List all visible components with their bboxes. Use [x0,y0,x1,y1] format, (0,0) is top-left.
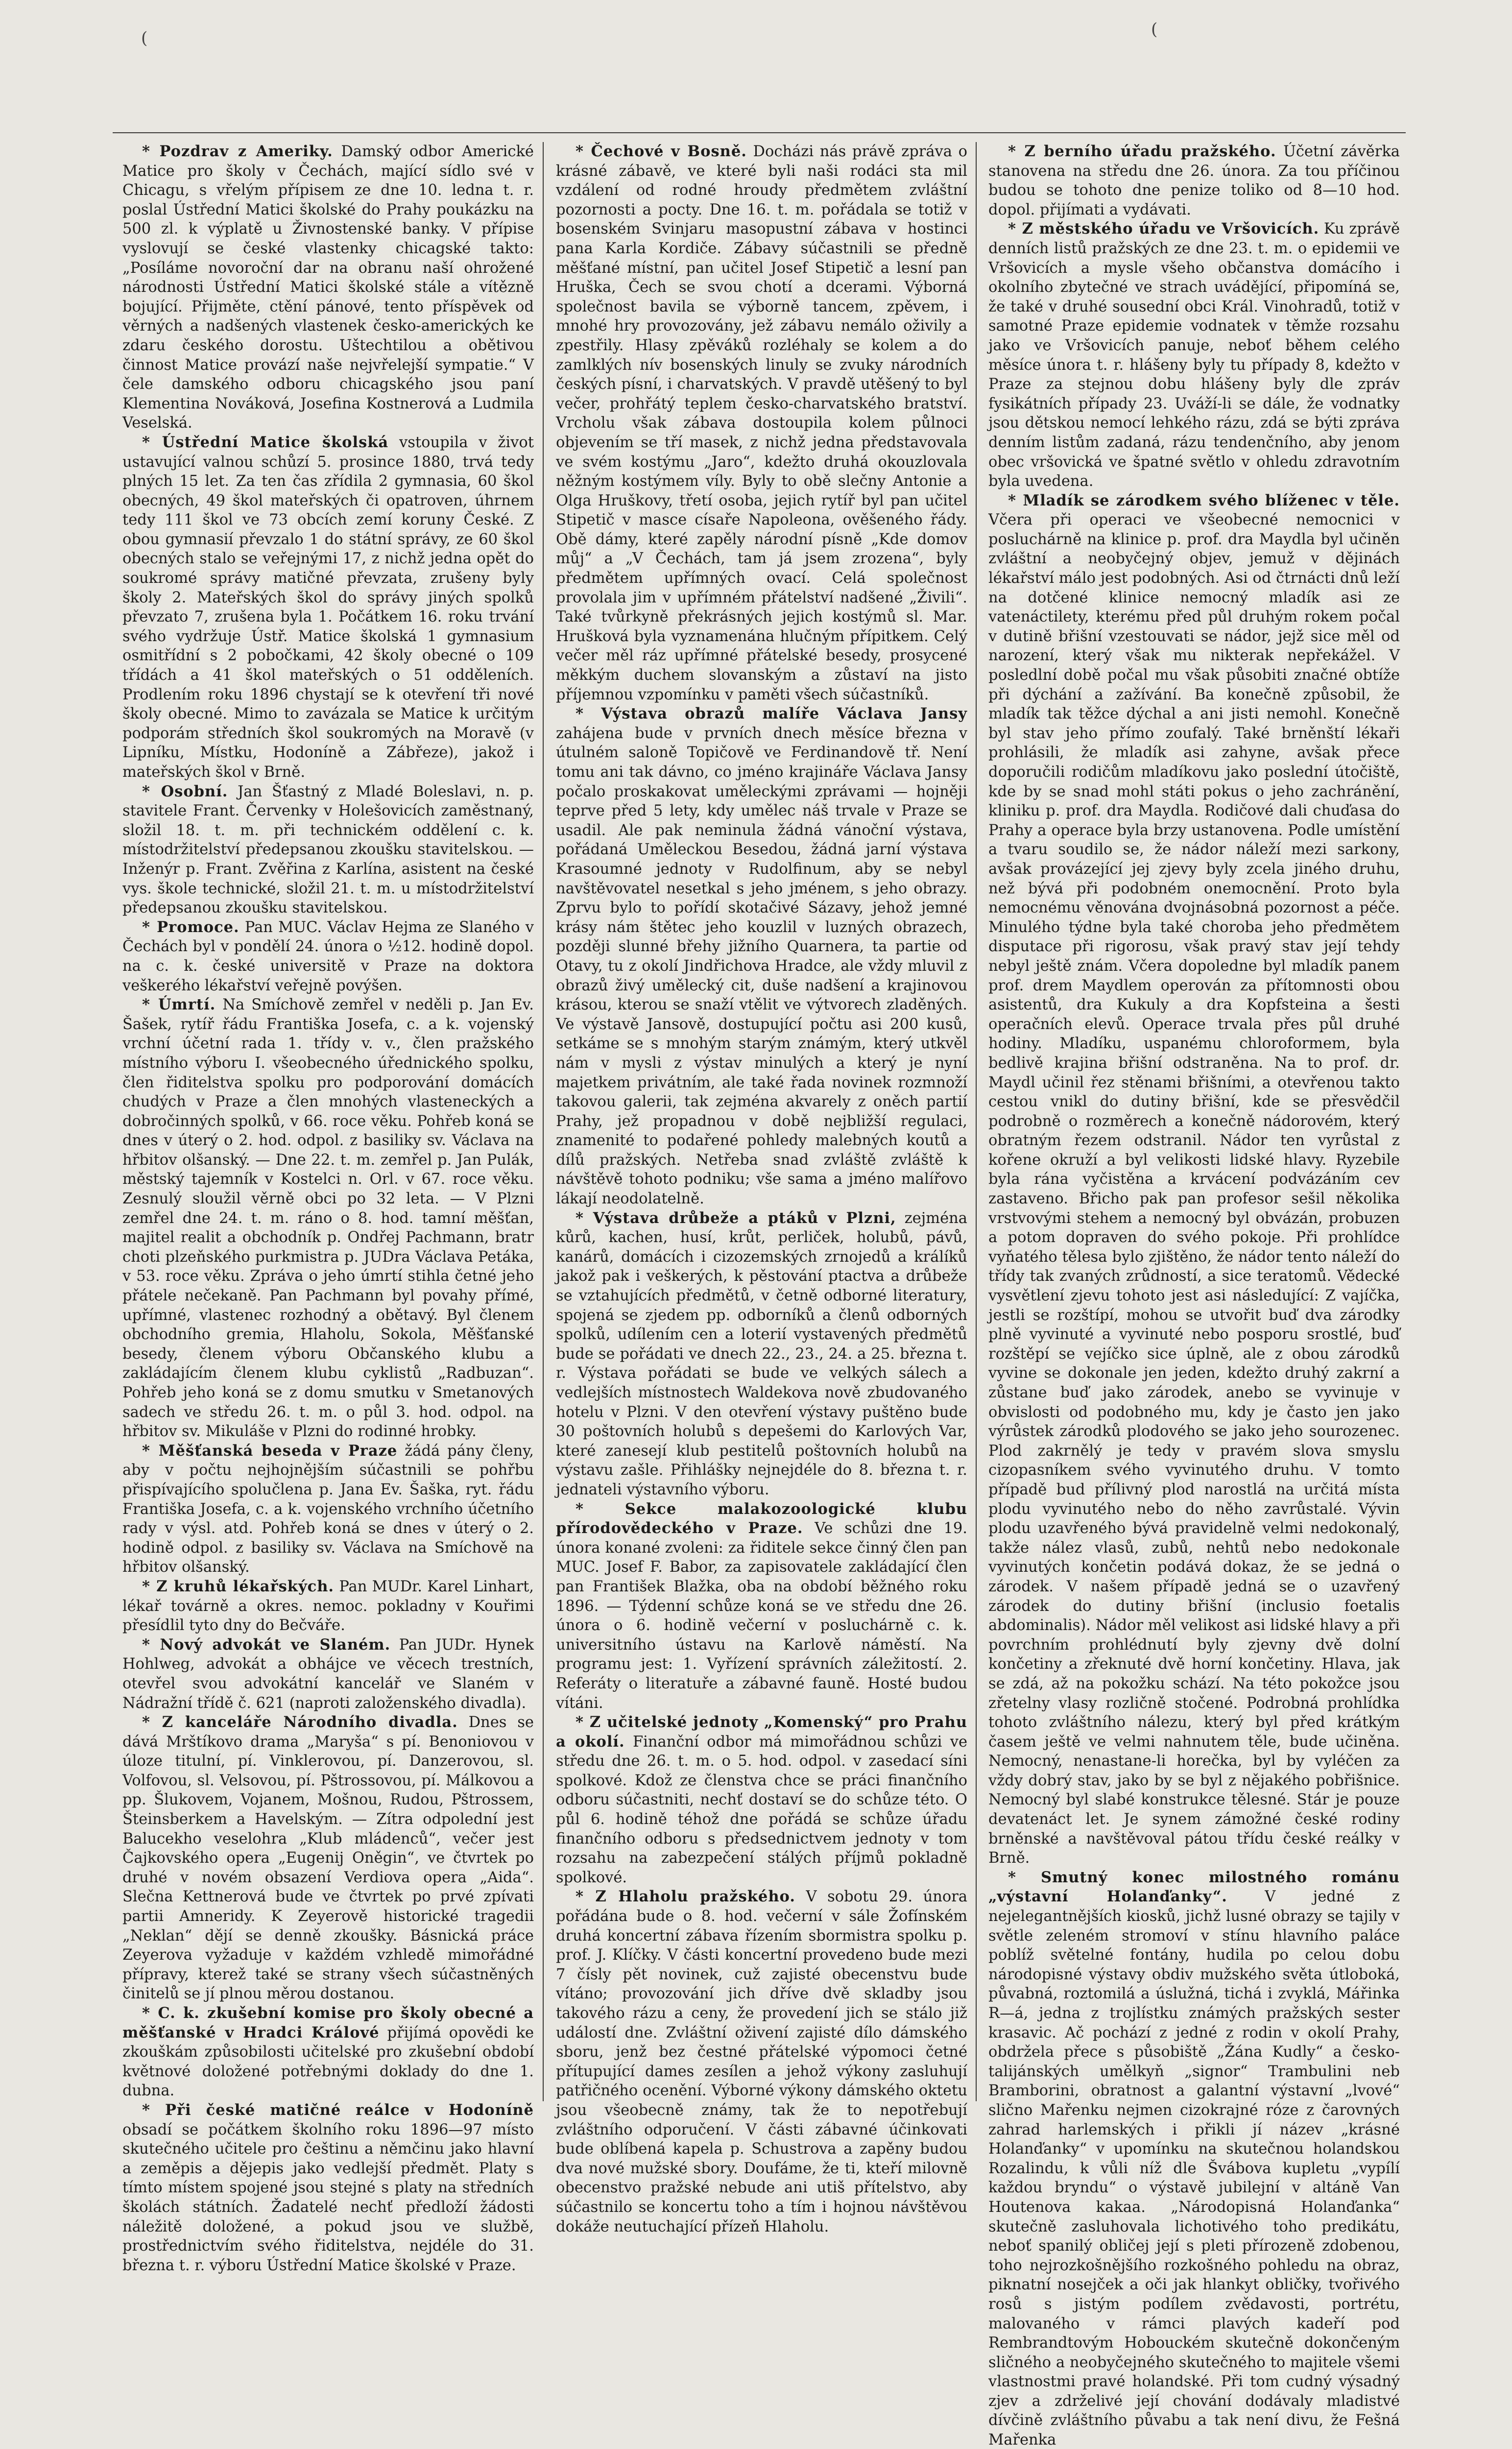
article-text: Docházi nás právě zpráva o krásné zábavě, ve které byli naši rodáci sta mil vzdálení od rodné hroudy předmětem zvláštní pozornosti a pocty. Dne 16. t. m. pořádala se totiž v bosenském Svinjaru masopustní zábava v hostinci pana Karla Kordiče. Zábavy súčastnili se předně měšťané místní, pan učitel Josef Stipetič a lesní pan Hruška, Čech se svou chotí a dcerami. Výborná společnost bavila se výborně tancem, zpěvem, i mnohé hry provozovány, jež zábavu nemálo oživily a zpestřily. Hlasy zpěváků rozléhaly se kolem a do zamlklých nív bosenských linuly se zvuky národních českých písní, i charvatských. V pravdě utěšený to byl večer, prohřátý teplem česko-charvatského bratství. Vrcholu však zábava dostoupila kolem půlnoci objevením se tří masek, z nichž jedna představovala ve svém kostýmu „Jaro“, kdežto druhá okouzlovala něžným kostýmem víly. Byly to obě slečny Antonie a Olga Hruškovy, třetí osoba, jejich rytíř byl pan učitel Stipetič v masce císaře Napoleona, ověšeného řády. Obě dámy, které zapěly národní písně „Kde domov můj“ a „V Čechách, tam já jsem zrozena“, byly předmětem upřímných ovací. Celá společnost provolala jim v upřímném přátelství nadšené „Živili“. Také tvůrkyně překrásných jejich kostýmů sl. Mar. Hrušková byla vyznamenána hlučným přípitkem. Celý večer měl ráz upřímné přátelské besedy, prosycené měkkým duchem slovanským a zůstaví na jisto příjemnou vzpomínku v paměti všech súčastníků. [556,143,967,703]
article-paragraph [122,1635,534,1713]
article-heading: * Výstava obrazů malíře Václava Jansy [576,705,967,723]
article-text: Ku zprávě denních listů pražských ze dne 23. t. m. o epidemii ve Vršovicích a mysle všeho občanstva domácího i okolního zbytečné ve strach uvádějící, připomíná se, že také v druhé sousední obci Král. Vinohradů, totiž v samotné Praze epidemie vodnatek v těmže rozsahu jako ve Vršovicích panuje, neboť během celého měsíce února t. r. hlášeny byly tu případy 8, kdežto v Praze za stejnou dobu hlášeny byly dle zpráv fysikátních případy 23. Uváží-li se dále, že vodnatky jsou dětskou nemocí lehkého rázu, zdá se býti zpráva denním listům zadaná, rázu tendenčního, aby jenom obec vršovická ve špatné světlo v ohledu zdravotním byla uvedena. [988,220,1400,490]
article-paragraph [556,1209,967,1500]
article-paragraph [122,782,534,918]
article-paragraph [122,2101,534,2275]
article-paragraph [122,918,534,995]
article-paragraph [988,1868,1400,2449]
article-paragraph [122,142,534,433]
article-paragraph [122,995,534,1441]
article-text: Dnes se dává Mrštíkovo drama „Maryša“ s pí. Benoniovou v úloze titulní, pí. Vinklerovou, pí. Danzerovou, sl. Volfovou, sl. Velsovou, pí. Pštrossovou, pí. Málkovou a pp. Šlukovem, Vojanem, Mošnou, Rudou, Pštrossem, Šteinsberkem a Havelským. — Zítra odpolední jest Balucekho veselohra „Klub mládenců“, večer jest Čajkovského opera „Eugenij Oněgin“, ve čtvrtek po druhé v novém obsazení Verdiova opera „Aida“. Slečna Kettnerová bude ve čtvrtek po prvé zpívati partii Amneridy. K Zeyerově historické tragedii „Neklan“ dějí se denně zkoušky. Básnická práce Zeyerova vyžaduje v každém vzhledě mimořádné přípravy, kterež také se strany všech súčastněných činitelů se jí plnou měrou dostanou. [122,1714,534,2003]
margin-mark-mid: ( [1151,20,1158,39]
article-heading: * Mladík se zárodkem svého blíženec v těle. [1008,491,1400,509]
article-paragraph [122,1441,534,1577]
article-heading: * Z kanceláře Národního divadla. [142,1713,458,1731]
article-paragraph [122,1577,534,1635]
article-heading: * Nový advokát ve Slaném. [142,1635,391,1654]
article-paragraph [556,1500,967,1713]
article-heading: * Promoce. [142,918,240,936]
article-heading: * Výstava drůbeže a ptáků v Plzni, [576,1209,896,1227]
article-text: zejména kůrů, kachen, husí, krůt, perliček, holubů, pávů, kanárů, domácích i cizozemských zrnojedů a králíků jakož pak i veškerých, k pěstování ptactva a drůbeže se vztahujících předmětů, v četně odborné literatury, spojená se zjedem pp. odborníků a členů odborných spolků, udílením cen a loterií vystavených předmětů bude se pořádati ve dnech 22., 23., 24. a 25. března t. r. Výstava pořádati se bude ve velkých sálech a vedlejších místnostech Waldekova nově zbudovaného hotelu v Plzni. V den otevření výstavy puštěno bude 30 poštovních holubů s depešemi do Karlových Var, které zanesejí klub pestitelů poštovních holubů na výstavu zašle. Přihlášky nejnejdéle do 8. března t. r. jednateli výstavního výboru. [556,1209,967,1498]
article-heading: * Z kruhů lékařských. [142,1577,335,1595]
margin-mark-left: ( [141,28,148,48]
article-paragraph [988,219,1400,491]
column-2 [556,142,968,2235]
article-heading: * C. k. zkušební komise pro školy obecné a měšťanské v Hradci Králové [122,2004,534,2041]
article-text: Účetní závěrka stanovena na středu dne 26. února. Za tou příčinou budou se tohoto dne penize toliko od 8—10 hod. dopol. přijímati a vydávati. [988,143,1400,218]
top-border-line [113,132,1406,133]
article-paragraph [122,1713,534,2004]
article-text: Damský odbor Americké Matice pro školy v Čechách, mající sídlo své v Chicagu, s vřelým přípisem ze dne 10. ledna t. r. poslal Ústřední Matici školské do Prahy poukázku na 500 zl. k výplatě u Živnostenské banky. V přípise vyslovují se české vlastenky chicagské takto: „Posíláme novoroční dar na obranu naší ohrožené národnosti Ústřední Matici školské stále a vítězně bojující. Přijměte, ctění pánové, tento příspěvek od věrných a nadšených vlastenek česko-amerických ke zdaru českého dorostu. Uštechtilou a obětivou činnost Matice provází naše nejvřelejší sympatie.“ V čele damského odboru chicagského jsou paní Klementina Nováková, Josefina Kostnerová a Ludmila Veselská. [122,143,534,432]
article-heading: * Pozdrav z Ameriky. [142,143,333,160]
column-1 [122,142,534,2274]
article-text: V sobotu 29. února pořádána bude o 8. hod. večerní v sále Žofínském druhá koncertní zábava řízením sbormistra spolku p. prof. J. Klíčky. V části koncertní provedeno bude mezi 7 čísly pět novinek, cuž zajisté obecenstvu bude vítáno; provozování jich dříve dvě skladby jsou takového rázu a ceny, že provedení jich se stálo již událostí dne. Zvláštní oživení zajisté dílo dámského sboru, jenž bez čestné přátelské výpomoci četné přítupující dames zesílen a jehož výkony zasluhují patřičného ocenění. Výborné výkony dámského oktetu jsou všeobecně známy, tak že to nepotřebují zvláštního odporučení. V části zábavné účinkovati bude oblíbená kapela p. Schustrova a zapěny budou dva nové mužské sbory. Doufáme, že ti, kteří milovně obecenstvo pražské nebude ani utiš přítelstvo, aby súčastnilo se koncertu toho a tím i hojnou návštěvou dokáže neutuchající přízeň Hlaholu. [556,1888,967,2235]
newspaper-page [122,142,1400,2449]
article-text: Pan JUDr. Hynek Hohlweg, advokát a obhájce ve věcech trestních, otevřel svou advokátní kancelář ve Slaném v Nádražní třídě č. 621 (naproti založenského divadla). [122,1636,534,1712]
article-heading: * Ústřední Matice školská [142,433,389,451]
article-text: Ve schůzi dne 19. února konané zvoleni: za řiditele sekce činný člen pan MUC. Josef F. Babor, za zapisovatele zakládající člen pan František Blažka, oba na období běžného roku 1896. — Týdenní schůze koná se ve středu dne 26. února o 6. hodině večerní v posluchárně c. k. universitního ústavu na Karlově náměstí. Na programu jest: 1. Vyřízení správních záležitostí. 2. Referáty o literatuře a zábavné fauně. Hosté budou vítáni. [556,1520,968,1712]
article-heading: * Z berního úřadu pražského. [1008,143,1276,160]
article-text: Jan Šťastný z Mladé Boleslavi, n. p. stavitele Frant. Červenky v Holešovicích zaměstnaný, složil 18. t. m. při technickém oddělení c. k. místodržitelství předepsanou zkoušku stavitelskou. — Inženýr p. Frant. Zvěřina z Karlína, asistent na české vys. škole technické, složil 21. t. m. u místodržitelství předepsanou zkoušku stavitelskou. [122,783,534,917]
article-heading: * Z městského úřadu ve Vršovicích. [1008,220,1320,238]
article-heading: * Osobní. [142,782,228,800]
article-paragraph [556,704,967,1208]
article-heading: * Z učitelské jednoty „Komenský“ pro Prahu a okolí. [556,1713,967,1751]
article-paragraph [556,142,967,704]
article-text: zahájena bude v prvních dnech měsíce března v útulném saloně Topičově ve Ferdinandově tř. Není tomu ani tak dávno, co jméno krajináře Václava Jansy počalo proskakovat uměleckými zprávami — hojněji teprve před 5 lety, kdy umělec náš trvale v Praze se usadil. Ale pak neminula žádná vánoční výstava, pořádaná Uměleckou Besedou, žádná jarní výstava Krasoumné jednoty v Rudolfinum, aby se nebyl navštěvovatel nesetkal s jeho jménem, s jeho obrazy. Zprvu bylo to pořídí skotačivé Sázavy, jehož jemné krásy nám štětec jeho kouzlil v luzných obrazech, později slunné břehy jižního Quarnera, ta partie od Otavy, tu z okolí Jindřichova Hradce, ale vždy mluvil z obrazů živý umělecký cit, duše nadšení a krajinovou krásou, kterou se snaží vtělit ve výtvorech zladěných. Ve výstavě Jansově, dostupující počtu asi 200 kusů, setkáme se s mnohým starým známým, který utkvěl nám v mysli z výstav minulých a který je nyní majetkem privátním, ale také řada novinek rozmnoží takovou galerii, tak zejména akvarely z oněch partií Prahy, jež propadnou v době nejbližší regulaci, znamenité to podařené pohledy malebných koutů a dílů pražských. Netřeba snad zvláště zvláště k návštěvě tohoto podniku; vše sama a jméno malířovo lákají neodolatelně. [556,724,967,1208]
column-3 [988,142,1400,2449]
article-heading: * Smutný konec milostného románu „výstavní Holanďanky“. [988,1868,1400,1906]
article-heading: * Sekce malakozoologické klubu přírodovědeckého v Praze. [556,1500,967,1537]
article-paragraph [988,142,1400,219]
article-heading: * Úmrtí. [142,996,216,1014]
article-paragraph [122,2004,534,2101]
article-paragraph [122,433,534,782]
article-text: Na Smíchově zemřel v neděli p. Jan Ev. Šašek, rytíř řádu Františka Josefa, c. a k. vojenský vrchní účetní rada 1. třídy v. v., člen pražského místního výboru I. všeobecného úřednického spolku, člen řiditelstva spolku pro podporování domácích chudých v Praze a člen mnohých vlasteneckých a dobročinných spolků, v 66. roce věku. Pohřeb koná se dnes v úterý o 2. hod. odpol. z basiliky sv. Václava na hřbitov olšanský. — Dne 22. t. m. zemřel p. Jan Pulák, městský tajemník v Kostelci n. Orl. v 67. roce věku. Zesnulý sloužil věrně obci po 32 leta. — V Plzni zemřel dne 24. t. m. ráno o 8. hod. tamní měšťan, majitel realit a obchodník p. Ondřej Pachmann, bratr choti plzeňského purkmistra p. JUDra Václava Petáka, v 53. roce věku. Zpráva o jeho úmrtí stihla četné jeho přátele nečekaně. Pan Pachmann byl povahy přímé, upřímné, vlastenec rozhodný a obětavý. Byl členem obchodního gremia, Hlaholu, Sokola, Měšťanské besedy, členem výboru Občanského klubu a zakládajícím členem klubu cyklistů „Radbuzan“. Pohřeb jeho koná se z domu smutku v Smetanových sadech ve středu 26. t. m. o půl 3. hod. odpol. na hřbitov sv. Mikuláše v Plzni do rodinné hrobky. [122,996,534,1441]
article-paragraph [556,1887,967,2236]
article-heading: * Z Hlaholu pražského. [576,1888,795,1906]
article-text: Včera při operaci ve všeobecné nemocnici v posluchárně na klinice p. prof. dra Maydla byl učiněn zvláštní a neobyčejný objev, jemuž v dějinách lékařství málo jest podobných. Asi od čtrnácti dnů leží na dotčené klinice nemocný mladík asi ze vatenáctilety, kterému před půl druhým rokem počal v dutině břišní vzestouvati se nádor, jejž sice měl od narození, který však mu nikterak nepřekážel. V posledlní době počal mu však působiti značné obtíže při dýchání a zažívání. Ba konečně způsobil, že mladík tak těžce dýchal a ani jisti nemohl. Konečně byl stav jeho přímo zoufalý. Také brněnští lékaři prohlásili, že mladík asi zahyne, avšak přece doporučili rodičům mladíkovu jako poslední útočiště, kde by se snad mohl státi pokus o jeho zachránění, kliniku p. prof. dra Maydla. Rodičové dali chuďasa do Prahy a operace byla brzy ustanovena. Podle umístění a tvaru soudilo se, že nádor náleží mezi sarkony, avšak provázející jej zjevy byly zcela jiného druhu, než bývá při podobném onemocnění. Proto byla nemocnému věnována dvojnásobná pozornost a péče. Minulého týdne byla také choroba jeho předmětem disputace při rigorosu, však pravý stav její tehdy nebyl ještě znám. Včera dopoledne byl mladík panem prof. drem Maydlem operován za přítomnosti obou asistentů, dra Kukuly a dra Kopfsteina a šesti operačních elevů. Operace trvala přes půl druhé hodiny. Mladíku, uspanému chloroformem, byla bedlivě krajina břišní odstraněna. Na to prof. dr. Maydl učinil řez stěnami břišními, a otevřenou takto cestou vnikl do dutiny břišní, kde se přesvědčil podrobně o rozměrech a konečně nádorovém, který obratným řezem odstranil. Nádor ten vyrůstal z kořene okruží a byl velikosti lidské hlavy. Ryzebile byla rána vyčistěna a krvácení podvázáním cev zastaveno. Břicho pak pan profesor sešil několika vrstvovými stehem a nemocný byl obvázán, probuzen a potom dopraven do svého pokoje. Při prohlídce vyňatého tělesa bylo zjištěno, že nádor tento náleží do třídy tak zvaných zrůdností, a sice teratomů. Vědecké vysvětlení zjevu tohoto jest asi následující: Z vajíčka, jestli se rozštípí, mohou se utvořit buď dva zárodky plně vyvinuté a vyvinuté nebo posporu srostlé, buď rozštěpí se vejíčko sice úplně, ale z obou zárodků vyvine se dokonale jen jeden, kdežto druhý zakrní a zůstane buď jako zárodek, anebo se vyvinuje v obvislosti od podobného mu, kdy je často jen jako výrůstek zárodků plodového se jako jeho sourozenec. Plod zakrnělý je tedy v pravém slova smyslu cizopasníkem svého vyvinutého druhu. V tomto případě bud přílivný plod narostlá na určitá místa plodu vyvinutého nebo do něho zavrůstalé. Vývin plodu uzavřeného bývá pravidelně velmi nedokonalý, takže nález vlasů, zubů, nehtů nebo nedokonale vyvinutých končetin podává dokaz, že se jedná o zárodek. V našem případě jedná se o uzavřený zárodek do dutiny břišní (inclusio foetalis abdominalis). Nádor měl velikost asi lidské hlavy a při povrchním prohlédnutí byly zjevny dvě dolní končetiny a zřeknuté dvě horní končetiny. Hlava, jak se zdá, až na pokožku schází. Na této pokožce jsou zřetelny vlasy rozličně stočené. Podrobná prohlídka tohoto zvláštního nálezu, který byl před krátkým časem ještě ve velmi nahnutem těle, bude učiněna. Nemocný, nenastane-li horečka, byl by vyléčen za vždy dobrý stav, jako by se byl z nějakého pobřišnice. Nemocný byl slabé konstrukce tělesné. Stár je pouze devatenáct let. Je synem zámožné české rodiny brněnské a navštěvoval pátou třídu české reálky v Brně. [988,511,1400,1867]
column-divider [543,142,544,2101]
article-text: Finanční odbor má mimořádnou schůzi ve středu dne 26. t. m. o 5. hod. odpol. v zasedací síni spolkové. Kdož ze členstva chce se práci finančního odboru súčastniti, nechť dostaví se do schůze této. O půl 6. hodině téhož dne pořádá se schůze úřadu finančního odboru s předsednictvem jednoty v tom rozsahu na zabezpečení stálých příjmů pokladně spolkové. [556,1733,967,1886]
article-paragraph [988,491,1400,1868]
article-text: Pan MUDr. Karel Linhart, lékař továrně a okres. nemoc. pokladny v Kouřimi přesídlil tyto dny do Bečváře. [122,1578,534,1634]
article-text: žádá pány členy, aby v počtu nejhojnějším súčastnili se pohřbu přispívajícího spolučlena p. Jana Ev. Šaška, ryt. řádu Františka Josefa, c. a k. vojenského vrchního účetního rady v výsl. atd. Pohřeb koná se dnes v úterý o 2. hodině odpol. z basiliky sv. Václava na Smíchově na hřbitov olšanský. [122,1442,534,1576]
article-text: vstoupila v život ustavující valnou schůzí 5. prosince 1880, trvá tedy plných 15 let. Za ten čas zřídila 2 gymnasia, 60 škol obecných, 49 škol mateřských či opatroven, úhrnem tedy 111 škol ve 73 obcích zemí koruny České. Z obou gymnasií převzalo 1 do státní správy, ze 60 škol obecných stalo se veřejnými 17, z nichž jedna opět do soukromé správy matičné převzata, zrušeny byly školy 2. Mateřských škol do správy jiných spolků převzato 7, zrušena byla 1. Počátkem 16. roku trvání svého vydržuje Ústř. Matice školská 1 gymnasium osmitřídní s 2 pobočkami, 42 školy obecné o 109 třídách a 41 škol mateřských o 51 odděleních. Prodlením roku 1896 chystají se k otevření tři nové školy obecné. Mimo to zavázala se Matice k určitým podporám středních škol soukromých na Moravě (v Lipníku, Místku, Hodoníně a Zábřeze), jakož i mateřských škol v Brně. [122,433,534,781]
article-text: přijímá opovědi ke zkouškám způsobilosti učitelské pro zkušební období květnové doložené potřebnými doklady do dne 1. dubna. [122,2024,534,2100]
article-heading: * Při české matičné reálce v Hodoníně [142,2101,534,2119]
article-paragraph [556,1713,967,1887]
article-text: Pan MUC. Václav Hejma ze Slaného v Čechách byl v pondělí 24. února o ½12. hodině dopol. na c. k. české universitě v Praze na doktora veškerého lékařství veřejně povýšen. [122,918,534,994]
article-heading: * Čechové v Bosně. [576,143,747,160]
article-heading: * Měšťanská beseda v Praze [142,1441,398,1460]
article-text: obsadí se počátkem školního roku 1896—97 místo skutečného učitele pro češtinu a němčinu jako hlavní a zeměpis a dějepis jako vedlejší předmět. Platy s tímto místem spojené jsou stejné s platy na středních školách státních. Žadatelé nechť předloží žádosti náležitě doložené, a pokud jsou ve službě, prostřednictvím svého řiditelstva, nejdéle do 31. března t. r. výboru Ústřední Matice školské v Praze. [122,2121,534,2274]
article-text: V jedné z nejelegantnějších kiosků, jichž lusné obrazy se tajily v světle zeleném stromoví v stínu hlavního paláce poblíž světelné fontány, hudila po celou dobu národopisné výstavy obdiv mužského světa útloboká, půvabná, roztomilá a úslužná, tichá i zvyklá, Mářinka R—á, jedna z trojlístku známých pražských sester krasavic. Ač pochází z jedné z rodin v okolí Prahy, obdržela přece s působiště „Žána Kudly“ a česko-talijánských umělkyň „signor“ Trambulini neb Bramborini, obratnost a galantní výstavní „lvové“ slično Mařenku nejmen cizokrajné róze z čarovných zahrad harlemských i přikli jí název „krásné Holanďanky“ v upomínku na skutečnou holandskou Rozalindu, k vůli níž dle Švábova kupletu „vypílí každou bryndu“ o výstavě jubilejní v altáně Van Houtenova kakaa. „Národopisná Holanďanka“ skutečně zasluhovala lichotivého toho predikátu, neboť spanilý obličej její s pleti přírozeně zdobenou, toho nejrozkošnějšího rozkošného pohledu na obraz, piknatní nosejček a oči jak hlankyt obličky, tvořivého rosů s jistým podílem zvědavosti, portrétu, malovaného v rámci plavých kadeří pod Rembrandtovým Hobouckém skutečně dokončeným sličného a neobyčejného skutečného to majitele všemi vlastnostmi pravé holandské. Při tom cudný výsadný zjev a zdrželivé její chování dodávaly mladistvé dívčině zvláštního půvabu a tak není divu, že Fešná Mařenka [988,1888,1400,2449]
column-divider [976,142,977,2101]
